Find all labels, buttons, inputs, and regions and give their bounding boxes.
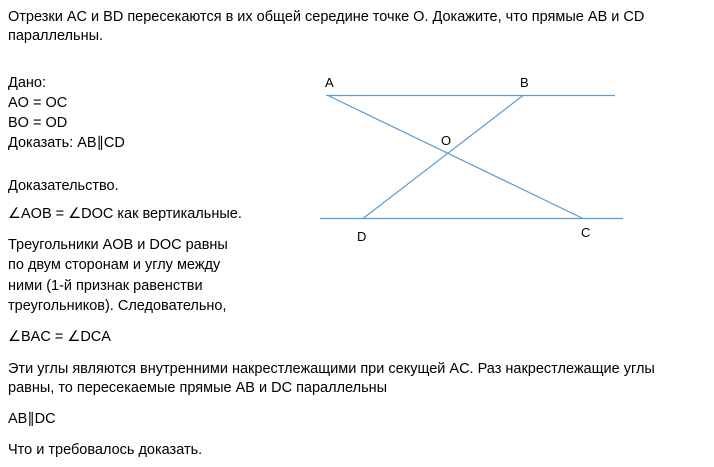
given-condition-1: AO = OC [8,95,68,111]
problem-line-1: Отрезки AC и BD пересекаются в их общей середине точке О. Докажите, что прямые AB и CD [8,9,645,25]
proof-step-line: по двум сторонам и углу между [8,257,221,273]
prove-statement: Доказать: AB∥CD [8,135,125,151]
proof-heading: Доказательство. [8,178,119,194]
proof-step-angle-equality: ∠BAC = ∠DCA [8,329,111,345]
point-label-c: C [581,225,591,240]
proof-step-line: Треугольники AOB и DOC равны [8,237,228,253]
point-label-a: A [325,75,334,90]
proof-step-reasoning-1: Эти углы являются внутренними накрестлежащими при секущей AC. Раз накрестлежащие углы [8,361,655,377]
proof-result: AB∥DC [8,411,56,427]
given-heading: Дано: [8,75,46,91]
point-label-o: O [441,133,452,148]
proof-step-line: ними (1-й признак равенстви [8,278,203,294]
point-label-b: B [520,75,529,90]
segment-ac [328,96,583,219]
proof-conclusion: Что и требовалось доказать. [8,442,203,458]
problem-line-2: параллельны. [8,28,104,44]
point-label-d: D [357,229,367,244]
given-condition-2: BO = OD [8,115,68,131]
proof-step-vertical-angles: ∠AOB = ∠DOC как вертикальные. [8,206,242,222]
proof-step-line: треугольников). Следовательно, [8,298,227,314]
proof-step-reasoning-2: равны, то пересекаемые прямые AB и DC параллельны [8,380,388,396]
segment-bd [363,96,523,219]
geometry-figure [300,70,640,250]
